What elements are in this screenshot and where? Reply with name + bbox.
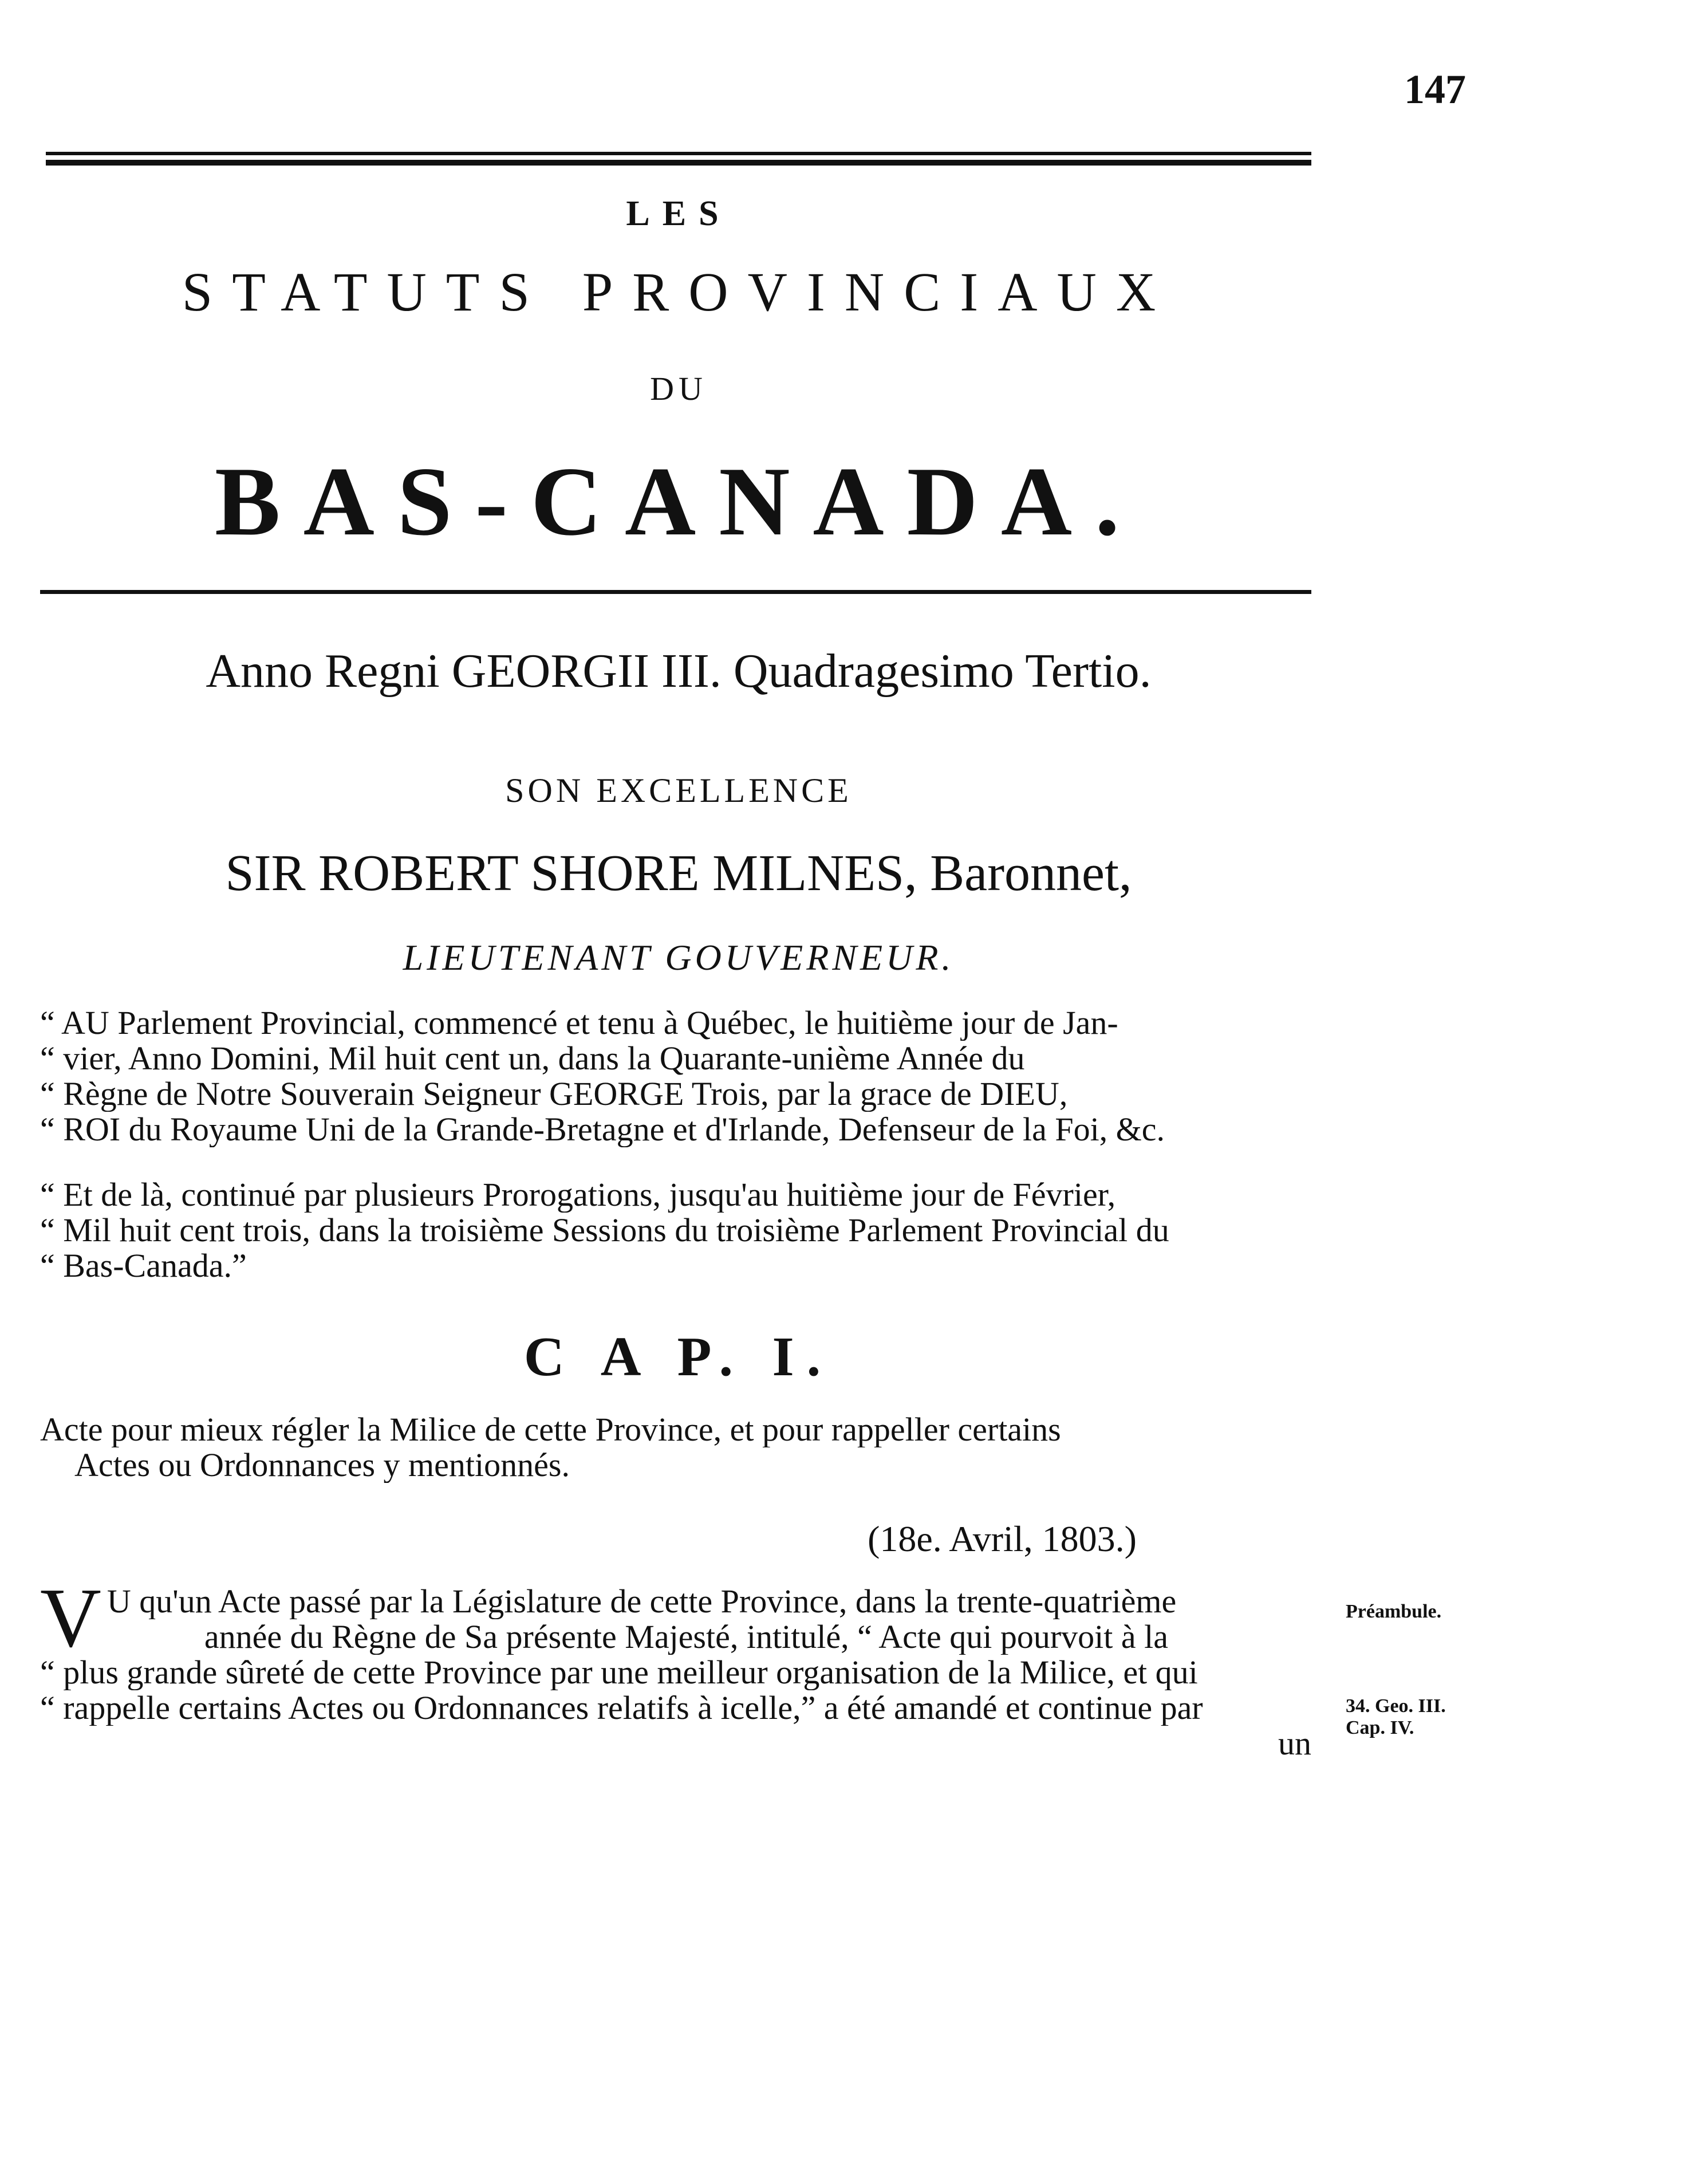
anno-regni-line: Anno Regni GEORGII III. Quadragesimo Tertio. xyxy=(206,644,1152,698)
margin-reference-line: 34. Geo. III. xyxy=(1346,1695,1446,1717)
act-title xyxy=(40,1412,1311,1483)
preamble-line: “ plus grande sûreté de cette Province par une meilleur organisation de la Milice, et qui xyxy=(40,1655,1198,1690)
son-excellence: SON EXCELLENCE xyxy=(505,772,852,809)
governor-title: LIEUTENANT GOUVERNEUR. xyxy=(403,937,955,978)
header-bas-canada: BAS-CANADA. xyxy=(214,447,1143,556)
preamble-line: “ rappelle certains Actes ou Ordonnances relatifs à icelle,” a été amandé et continue par xyxy=(40,1690,1203,1726)
act-title-line: Acte pour mieux régler la Milice de cette Province, et pour rappeller certains xyxy=(40,1412,1061,1447)
paragraph-line: “ Bas-Canada.” xyxy=(40,1248,247,1284)
paragraph-line: “ Mil huit cent trois, dans la troisième Sessions du troisième Parlement Provincial du xyxy=(40,1213,1169,1248)
header-statuts-provinciaux: STATUTS PROVINCIAUX xyxy=(182,261,1176,322)
paragraph-line: “ Règne de Notre Souverain Seigneur GEORGE Trois, par la grace de DIEU, xyxy=(40,1076,1068,1112)
parliament-paragraph xyxy=(40,1005,1311,1147)
paragraph-line: “ vier, Anno Domini, Mil huit cent un, dans la Quarante-unième Année du xyxy=(40,1041,1025,1076)
preamble-paragraph xyxy=(40,1571,1311,1761)
act-date: (18e. Avril, 1803.) xyxy=(868,1518,1137,1559)
margin-note-preamble: Préambule. xyxy=(1346,1601,1442,1622)
margin-note-reference xyxy=(1346,1695,1535,1739)
header-rule xyxy=(40,590,1311,594)
preamble-line: année du Règne de Sa présente Majesté, intitulé, “ Acte qui pourvoit à la xyxy=(204,1619,1168,1655)
margin-reference-line: Cap. IV. xyxy=(1346,1717,1414,1738)
header-les: LES xyxy=(626,194,731,233)
top-double-rule xyxy=(46,152,1311,166)
page-number: 147 xyxy=(1404,66,1466,112)
governor-name: SIR ROBERT SHORE MILNES, Baronnet, xyxy=(225,845,1132,902)
drop-cap: V xyxy=(40,1571,101,1665)
preamble-line: un xyxy=(1278,1726,1311,1761)
paragraph-line: “ Et de là, continué par plusieurs Prorogations, jusqu'au huitième jour de Février, xyxy=(40,1177,1116,1213)
preamble-line: U qu'un Acte passé par la Législature de cette Province, dans la trente-quatrième xyxy=(107,1584,1177,1619)
prorogation-paragraph xyxy=(40,1177,1311,1284)
paragraph-line: “ AU Parlement Provincial, commencé et tenu à Québec, le huitième jour de Jan- xyxy=(40,1005,1118,1041)
paragraph-line: “ ROI du Royaume Uni de la Grande-Bretagne et d'Irlande, Defenseur de la Foi, &c. xyxy=(40,1112,1165,1147)
act-title-line: Actes ou Ordonnances y mentionnés. xyxy=(74,1447,570,1483)
header-du: DU xyxy=(650,370,707,407)
chapter-heading: C A P. I. xyxy=(523,1326,834,1388)
